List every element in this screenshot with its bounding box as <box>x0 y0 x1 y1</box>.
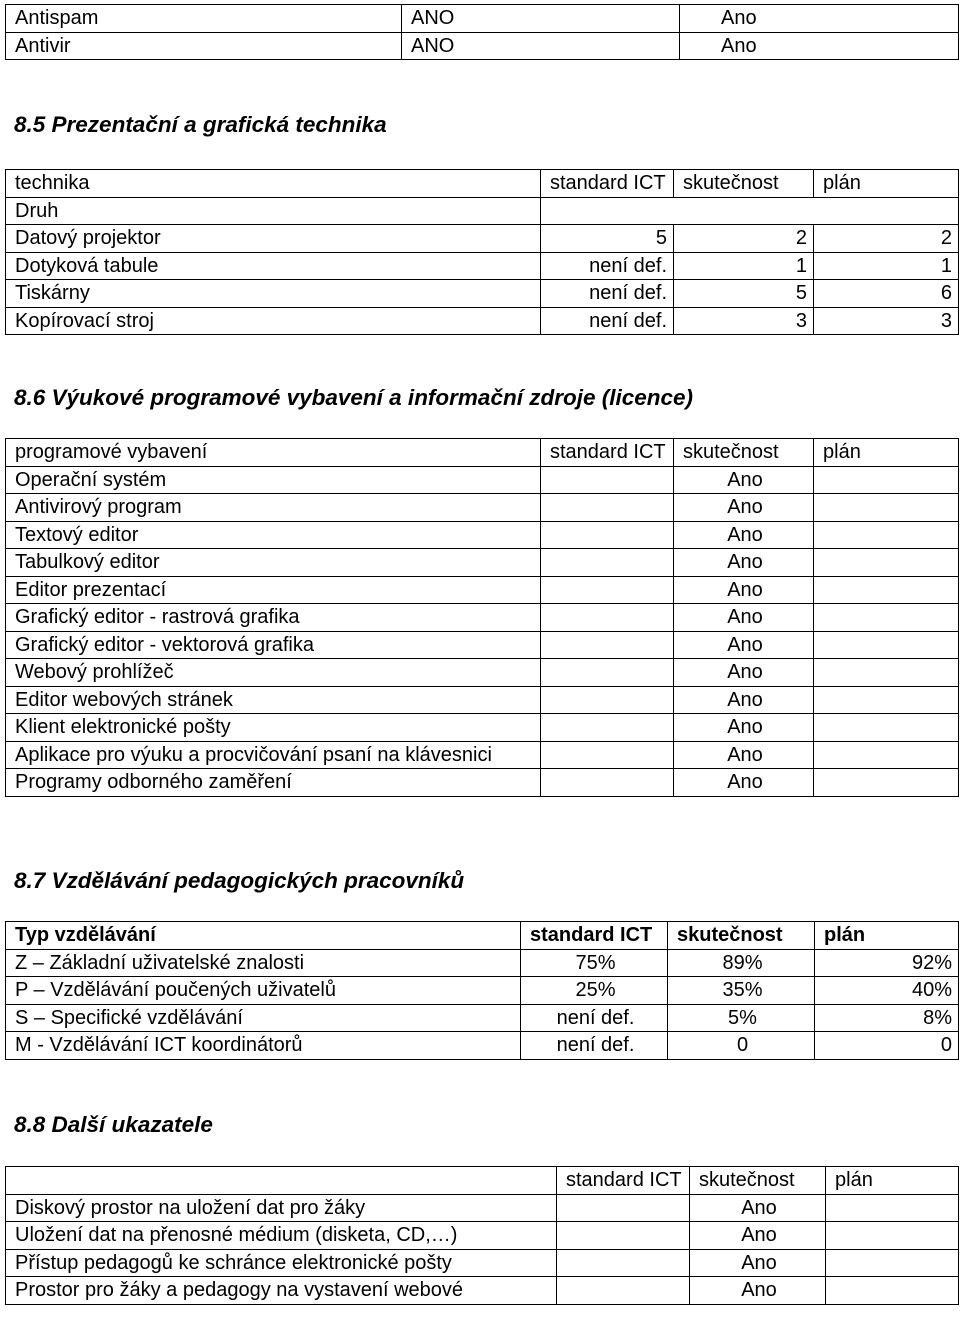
actual-value: Ano <box>690 1277 826 1305</box>
standard-value <box>541 466 674 494</box>
actual-value: Ano <box>674 631 814 659</box>
row-label: Antivir <box>6 32 402 60</box>
antivirus-table <box>5 4 959 60</box>
row-label: M - Vzdělávání ICT koordinátorů <box>6 1032 521 1060</box>
standard-value <box>557 1222 690 1250</box>
standard-value: ANO <box>402 32 680 60</box>
table-row <box>6 741 959 769</box>
row-label: Operační systém <box>6 466 541 494</box>
actual-value: Ano <box>674 769 814 797</box>
row-label: Klient elektronické pošty <box>6 714 541 742</box>
actual-value: 2 <box>674 225 814 253</box>
row-label: Grafický editor - vektorová grafika <box>6 631 541 659</box>
plan-value <box>826 1222 959 1250</box>
standard-value <box>557 1249 690 1277</box>
table-row <box>6 197 959 225</box>
plan-value <box>814 494 959 522</box>
row-label: Kopírovací stroj <box>6 307 541 335</box>
table-row <box>6 631 959 659</box>
standard-value <box>541 549 674 577</box>
plan-value: 3 <box>814 307 959 335</box>
row-label: Webový prohlížeč <box>6 659 541 687</box>
plan-value <box>814 604 959 632</box>
standard-value <box>541 494 674 522</box>
header-item: programové vybavení <box>6 439 541 467</box>
plan-value <box>814 576 959 604</box>
table-row <box>6 1249 959 1277</box>
header-row <box>6 922 959 950</box>
plan-value: 40% <box>815 977 959 1005</box>
section-8-6-table <box>5 438 959 797</box>
actual-value: Ano <box>690 1194 826 1222</box>
header-standard: standard ICT <box>557 1167 690 1195</box>
row-label: Tiskárny <box>6 280 541 308</box>
actual-value: Ano <box>674 604 814 632</box>
row-label: P – Vzdělávání poučených uživatelů <box>6 977 521 1005</box>
plan-value <box>814 686 959 714</box>
actual-value: Ano <box>674 659 814 687</box>
standard-value <box>541 576 674 604</box>
table-row <box>6 1277 959 1305</box>
actual-value: Ano <box>674 521 814 549</box>
row-label: Grafický editor - rastrová grafika <box>6 604 541 632</box>
row-label: Editor prezentací <box>6 576 541 604</box>
actual-value: 35% <box>668 977 815 1005</box>
header-plan: plán <box>815 922 959 950</box>
plan-value <box>814 659 959 687</box>
header-actual: skutečnost <box>674 439 814 467</box>
standard-value: 5 <box>541 225 674 253</box>
plan-value <box>814 631 959 659</box>
table-row <box>6 549 959 577</box>
section-8-8-body <box>6 1167 959 1305</box>
standard-value <box>541 659 674 687</box>
section-8-5-table <box>5 169 959 335</box>
table-row <box>6 659 959 687</box>
actual-value: 1 <box>674 252 814 280</box>
header-standard: standard ICT <box>541 439 674 467</box>
actual-value: Ano <box>680 32 959 60</box>
actual-value: 89% <box>668 949 815 977</box>
table-row <box>6 604 959 632</box>
standard-value <box>557 1277 690 1305</box>
table-row <box>6 307 959 335</box>
actual-value: Ano <box>674 549 814 577</box>
plan-value: 6 <box>814 280 959 308</box>
row-label: Diskový prostor na uložení dat pro žáky <box>6 1194 557 1222</box>
standard-value: není def. <box>521 1004 668 1032</box>
standard-value <box>557 1194 690 1222</box>
actual-value: 3 <box>674 307 814 335</box>
plan-value <box>826 1194 959 1222</box>
standard-value <box>541 714 674 742</box>
table-row <box>6 686 959 714</box>
table-row <box>6 32 959 60</box>
table-row <box>6 977 959 1005</box>
standard-value <box>541 631 674 659</box>
plan-value: 0 <box>815 1032 959 1060</box>
table-row <box>6 466 959 494</box>
header-standard: standard ICT <box>521 922 668 950</box>
section-8-7-title: 8.7 Vzdělávání pedagogických pracovníků <box>14 868 465 893</box>
section-8-7-table <box>5 921 959 1060</box>
row-label: Datový projektor <box>6 225 541 253</box>
row-label: Editor webových stránek <box>6 686 541 714</box>
plan-value <box>814 769 959 797</box>
row-label: Antispam <box>6 5 402 33</box>
header-row <box>6 170 959 198</box>
antivirus-table-body <box>6 5 959 60</box>
actual-value: 5 <box>674 280 814 308</box>
table-row <box>6 5 959 33</box>
standard-value: není def. <box>541 280 674 308</box>
section-8-5-title: 8.5 Prezentační a grafická technika <box>14 112 387 137</box>
plan-value: 92% <box>815 949 959 977</box>
section-8-7-body <box>6 922 959 1060</box>
standard-value <box>541 769 674 797</box>
actual-value: Ano <box>674 686 814 714</box>
plan-value <box>814 714 959 742</box>
standard-value: 75% <box>521 949 668 977</box>
header-plan: plán <box>814 439 959 467</box>
plan-value <box>826 1277 959 1305</box>
table-row <box>6 714 959 742</box>
section-8-5-body <box>6 170 959 335</box>
header-actual: skutečnost <box>690 1167 826 1195</box>
section-8-6-body <box>6 439 959 797</box>
table-row <box>6 1222 959 1250</box>
header-item <box>6 1167 557 1195</box>
actual-value: Ano <box>674 576 814 604</box>
table-row <box>6 1004 959 1032</box>
standard-value: není def. <box>541 307 674 335</box>
standard-value: není def. <box>541 252 674 280</box>
plan-value <box>814 466 959 494</box>
table-row <box>6 1032 959 1060</box>
row-label: Přístup pedagogů ke schránce elektronické pošty <box>6 1249 557 1277</box>
standard-value <box>541 604 674 632</box>
section-8-8-table <box>5 1166 959 1305</box>
standard-value <box>541 686 674 714</box>
header-row <box>6 439 959 467</box>
header-item: Typ vzdělávání <box>6 922 521 950</box>
header-actual: skutečnost <box>674 170 814 198</box>
standard-value <box>541 521 674 549</box>
table-row <box>6 521 959 549</box>
plan-value <box>814 549 959 577</box>
header-item: technika <box>6 170 541 198</box>
row-label: Aplikace pro výuku a procvičování psaní na klávesnici <box>6 741 541 769</box>
plan-value <box>814 521 959 549</box>
actual-value: Ano <box>680 5 959 33</box>
empty-cell <box>541 197 959 225</box>
header-row <box>6 1167 959 1195</box>
plan-value <box>814 741 959 769</box>
table-row <box>6 576 959 604</box>
row-label: Druh <box>6 197 541 225</box>
row-label: Prostor pro žáky a pedagogy na vystavení webové <box>6 1277 557 1305</box>
plan-value: 1 <box>814 252 959 280</box>
header-actual: skutečnost <box>668 922 815 950</box>
row-label: Tabulkový editor <box>6 549 541 577</box>
standard-value <box>541 741 674 769</box>
standard-value: není def. <box>521 1032 668 1060</box>
plan-value: 2 <box>814 225 959 253</box>
actual-value: Ano <box>690 1222 826 1250</box>
section-8-8-title: 8.8 Další ukazatele <box>14 1112 213 1137</box>
actual-value: Ano <box>674 714 814 742</box>
actual-value: Ano <box>674 466 814 494</box>
table-row <box>6 252 959 280</box>
header-standard: standard ICT <box>541 170 674 198</box>
table-row <box>6 769 959 797</box>
actual-value: Ano <box>674 494 814 522</box>
row-label: Programy odborného zaměření <box>6 769 541 797</box>
actual-value: 5% <box>668 1004 815 1032</box>
standard-value: 25% <box>521 977 668 1005</box>
row-label: Z – Základní uživatelské znalosti <box>6 949 521 977</box>
section-8-6-title: 8.6 Výukové programové vybavení a informační zdroje (licence) <box>14 385 693 410</box>
table-row <box>6 494 959 522</box>
table-row <box>6 1194 959 1222</box>
plan-value: 8% <box>815 1004 959 1032</box>
actual-value: Ano <box>690 1249 826 1277</box>
header-plan: plán <box>814 170 959 198</box>
actual-value: Ano <box>674 741 814 769</box>
table-row <box>6 225 959 253</box>
row-label: Textový editor <box>6 521 541 549</box>
row-label: Uložení dat na přenosné médium (disketa, CD,…) <box>6 1222 557 1250</box>
table-row <box>6 949 959 977</box>
header-plan: plán <box>826 1167 959 1195</box>
plan-value <box>826 1249 959 1277</box>
standard-value: ANO <box>402 5 680 33</box>
row-label: Dotyková tabule <box>6 252 541 280</box>
actual-value: 0 <box>668 1032 815 1060</box>
table-row <box>6 280 959 308</box>
row-label: Antivirový program <box>6 494 541 522</box>
row-label: S – Specifické vzdělávání <box>6 1004 521 1032</box>
